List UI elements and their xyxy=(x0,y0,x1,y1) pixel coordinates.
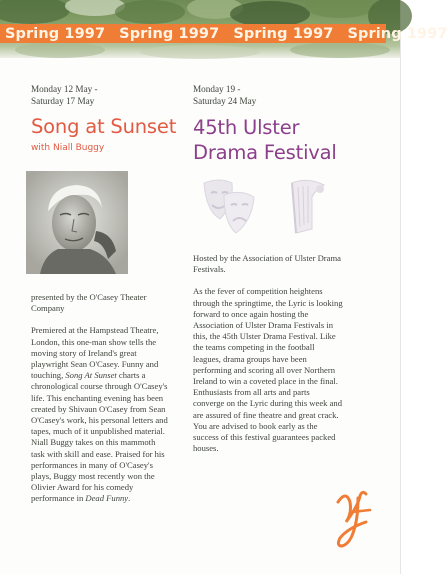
left-dates-line1: Monday 12 May - xyxy=(31,84,98,94)
right-event-title xyxy=(193,115,393,165)
banner-text: Spring 1997 xyxy=(119,25,220,42)
right-dates xyxy=(193,83,256,107)
right-dates-line1: Monday 19 - xyxy=(193,84,241,94)
theatre-masks-icon xyxy=(198,175,260,242)
banner-text: Spring 1997 xyxy=(347,25,448,42)
spring-1997-banner xyxy=(0,24,448,43)
left-dates xyxy=(31,83,98,107)
left-paragraph: Premiered at the Hampstead Theatre, London, this one-man show tells the moving story of Ireland's great playwright Sean O'Casey. Funny and touching, Song At Sunset charts a chronological course through O'Casey's life. This enchanting evening has been created by Shivaun O'Casey from Sean O'Casey's work, his personal letters and tapes, much of it unpublished material. Niall Buggy takes on this mammoth task with skill and ease. Praised for his performances in many of O'Casey's plays, Buggy most recently won the Olivier Award for his comedy performance in Dead Funny. xyxy=(31,325,168,504)
left-body xyxy=(31,292,171,516)
left-dates-line2: Saturday 17 May xyxy=(31,96,95,106)
right-title-line1: 45th Ulster xyxy=(193,116,300,139)
left-show-title: Song at Sunset xyxy=(31,115,177,138)
harp-icon xyxy=(286,177,332,240)
left-show-subtitle: with Niall Buggy xyxy=(31,143,105,153)
right-paragraph: As the fever of competition heightens through the springtime, the Lyric is looking forward to once again hosting the Association of Ulster Drama Festivals in this, the 45th Ulster Drama Festival. Like the teams competing in the football leagues, drama groups have been performing and scoring all over Northern Ireland to win a coveted place in the final. Enthusiasts from all arts and parts converge on the Lyric during this week and are assured of fine theatre and great crack. You are advised to book early as the success of this festival guarantees packed houses. xyxy=(193,286,343,454)
lyric-logo-icon xyxy=(332,488,378,557)
right-title-line2: Drama Festival xyxy=(193,141,337,164)
portrait-photo xyxy=(26,171,128,274)
presented-by: presented by the O'Casey Theater Company xyxy=(31,292,147,314)
right-body xyxy=(193,253,343,465)
banner-text: Spring 1997 xyxy=(233,25,334,42)
right-dates-line2: Saturday 24 May xyxy=(193,96,257,106)
hosted-by: Hosted by the Association of Ulster Drama Festivals. xyxy=(193,253,341,275)
banner-text: Spring 1997 xyxy=(5,25,106,42)
